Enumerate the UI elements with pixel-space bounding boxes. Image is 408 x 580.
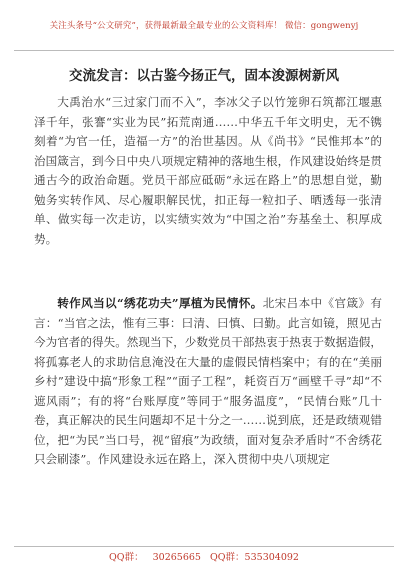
header-notice-text: 关注头条号“公文研究”，获得最新最全最专业的公文资料库！ 微信：gongwenyj bbox=[49, 21, 359, 31]
article-paragraph-1: 大禹治水“三过家门而不入”，李冰父子以竹笼卵石筑都江堰惠泽千年，张謇“实业为民”拓荒南通……中华五千年文明史，无不镌刻着“为官一任，造福一方”的治世基因。从《尚书》“民惟邦本”的治国箴言，到今日中央八项规定精神的落地生根，作风建设始终是贯通古今的政治命题。党员干部应砥砺“永远在路上”的思想自觉，勤勉务实转作风、尽心履职解民忧，扣正每一粒扣子、晒透每一张清单、做实每一次走访，以实绩实效为“中国之治”夯基垒土、积厚成势。 bbox=[34, 95, 382, 246]
footer-divider bbox=[14, 546, 394, 547]
paragraph-2-lead: 转作风当以“绣花功夫”厚植为民情怀。 bbox=[57, 296, 263, 310]
article-title: 交流发言：以古鉴今扬正气，固本浚源树新风 bbox=[69, 68, 339, 84]
header-divider bbox=[14, 50, 394, 51]
article-paragraph-2 bbox=[34, 294, 382, 470]
paragraph-2-body: 北宋吕本中《官箴》有言：“当官之法，惟有三事：曰清、曰慎、曰勤。此言如镜，照见古今为官者的得失。然现当下，少数党员干部热衷于热衷于数据造假，将孤寡老人的求助信息淹没在大量的虚假民情档案中；有的在“美丽乡村”建设中搞“形象工程”“面子工程”，耗资百万“画壁千寻”却“不遮风雨”；有的将“台账厚度”等同于“服务温度”，“民情台账”几十卷，真正解决的民生问题却不足十分之一……说到底，还是政绩观错位，把“为民”当口号，视“留痕”为政绩，面对复杂矛盾时“不舍绣花只会刷漆”。作风建设永远在路上，深入贯彻中央八项规定 bbox=[34, 296, 382, 467]
footer-contact: QQ群： 30265665 QQ群：535304092 bbox=[109, 552, 299, 563]
header-notice-bar bbox=[0, 0, 408, 50]
